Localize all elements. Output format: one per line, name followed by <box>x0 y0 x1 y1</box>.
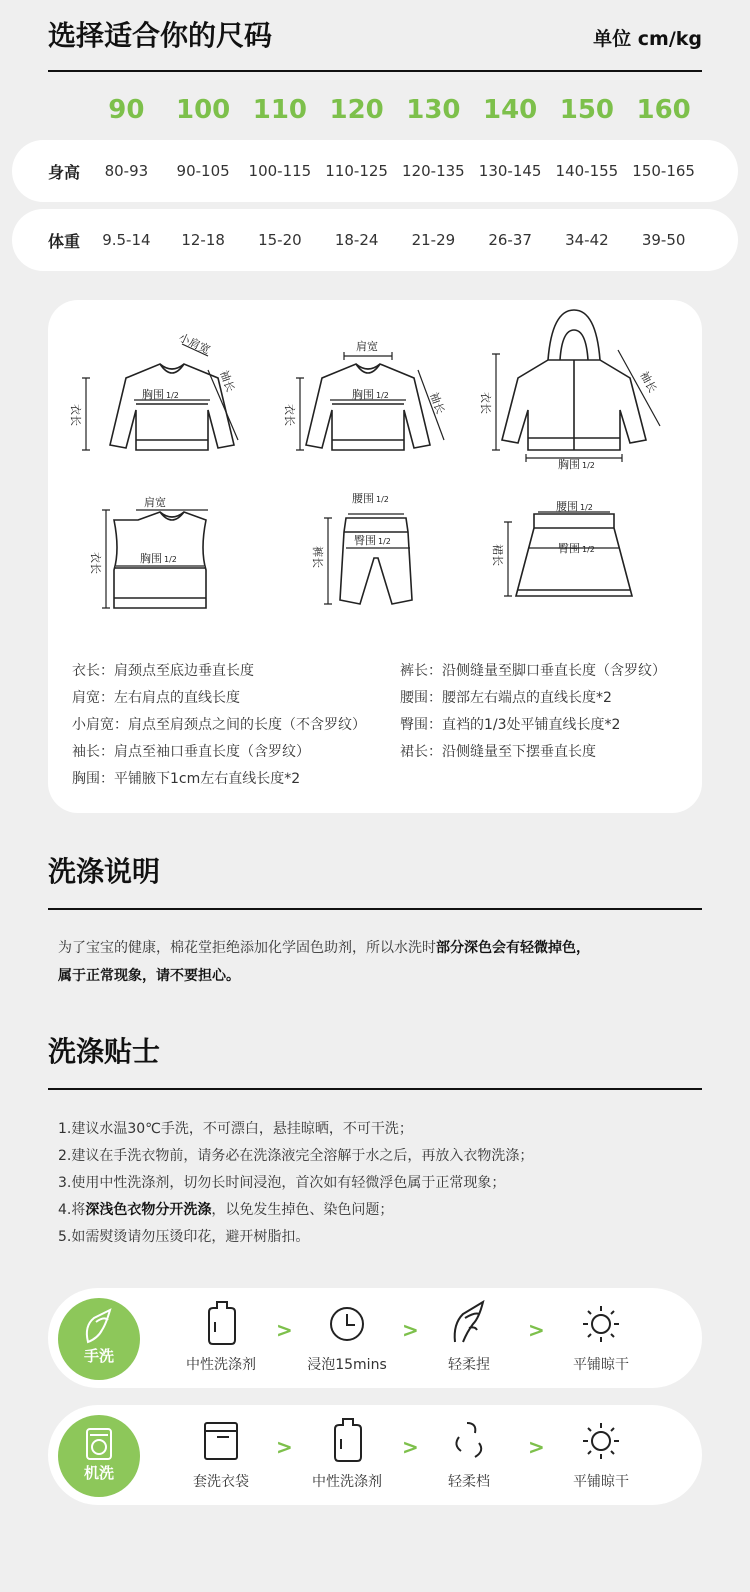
table-cell: 140-155 <box>555 162 619 180</box>
table-cell: 100-115 <box>248 162 312 180</box>
machine-wash-card <box>48 1405 702 1505</box>
table-cell: 110-125 <box>325 162 388 180</box>
tip-item: 5.如需熨烫请勿压烫印花，避开树脂扣。 <box>58 1229 310 1245</box>
size-label: 130 <box>406 95 461 125</box>
step-laundry-bag <box>166 1415 276 1490</box>
size-header-row <box>88 95 702 125</box>
table-cell: 12-18 <box>181 231 225 249</box>
step-caption: 平铺晾干 <box>573 1474 629 1490</box>
size-label: 90 <box>108 95 145 125</box>
size-label: 100 <box>175 95 231 125</box>
label-xiongwei: 胸围 <box>140 552 162 565</box>
row-label: 身高 <box>48 162 81 182</box>
step-caption: 轻柔档 <box>448 1474 490 1490</box>
label-half: 1/2 <box>164 555 177 564</box>
definition-item: 裤长：沿侧缝量至脚口垂直长度（含罗纹） <box>400 663 666 679</box>
definition-item: 肩宽：左右肩点的直线长度 <box>72 690 240 706</box>
size-label: 120 <box>329 95 384 125</box>
sun-icon <box>579 1415 623 1463</box>
table-cell: 90-105 <box>176 162 230 180</box>
table-cell: 130-145 <box>478 162 542 180</box>
definition-item: 臀围：直裆的1/3处平铺直线长度*2 <box>400 717 621 733</box>
label-half: 1/2 <box>166 391 179 400</box>
step-detergent <box>166 1298 276 1373</box>
step-caption: 中性洗涤剂 <box>312 1474 382 1490</box>
sweatshirt-diagram-1 <box>110 364 234 450</box>
header-divider <box>48 70 702 72</box>
label-tunwei: 臀围 <box>354 534 376 547</box>
label-xiongwei: 胸围 <box>558 458 580 471</box>
table-cell: 150-165 <box>632 162 695 180</box>
label-yichang: 衣长 <box>479 392 492 414</box>
laundry-bag-icon <box>201 1415 241 1463</box>
machine-wash-badge <box>58 1415 140 1497</box>
step-arrow: > <box>402 1318 419 1342</box>
label-xiuchang: 袖长 <box>427 390 447 416</box>
table-cell: 21-29 <box>411 231 456 249</box>
definition-item: 裙长：沿侧缝量至下摆垂直长度 <box>400 744 596 760</box>
unit-label: 单位 cm/kg <box>593 28 702 50</box>
hand-wash-card <box>48 1288 702 1388</box>
wash-tips-title: 洗涤贴士 <box>48 1035 161 1068</box>
label-yichang: 衣长 <box>69 404 82 426</box>
step-arrow: > <box>528 1318 545 1342</box>
table-cell: 26-37 <box>488 231 532 249</box>
label-half: 1/2 <box>580 503 593 512</box>
size-label: 140 <box>482 95 538 125</box>
detergent-icon <box>201 1298 241 1346</box>
label-xiongwei: 胸围 <box>352 388 374 401</box>
wash-notes-text-b: 部分深色会有轻微掉色， <box>436 940 590 956</box>
row-label: 体重 <box>48 231 81 251</box>
hand-wash-badge <box>58 1298 140 1380</box>
step-arrow: > <box>402 1435 419 1459</box>
tip-text: ，以免发生掉色、染色问题； <box>211 1202 394 1218</box>
measurement-panel <box>48 300 702 813</box>
height-row <box>12 140 738 202</box>
size-label: 150 <box>559 95 615 125</box>
detergent-icon <box>327 1415 367 1463</box>
size-label: 160 <box>636 95 691 125</box>
step-caption: 中性洗涤剂 <box>186 1357 256 1373</box>
table-cell: 39-50 <box>641 231 686 249</box>
tip-item <box>58 1199 393 1219</box>
step-dry-flat <box>546 1415 656 1490</box>
weight-row <box>12 209 738 271</box>
tip-text: 4.将 <box>58 1202 86 1218</box>
label-half: 1/2 <box>378 537 391 546</box>
tip-text-bold: 深浅色衣物分开洗涤 <box>85 1202 212 1218</box>
wash-notes-text-c: 属于正常现象，请不要担心。 <box>58 968 240 984</box>
label-jiankuan: 肩宽 <box>356 340 378 353</box>
table-cell: 80-93 <box>104 162 149 180</box>
hoodie-diagram <box>502 310 646 450</box>
tip-item: 3.使用中性洗涤剂，切勿长时间浸泡，首次如有轻微浮色属于正常现象； <box>58 1175 506 1191</box>
definition-item: 腰围：腰部左右端点的直线长度*2 <box>400 690 612 706</box>
step-gentle-cycle <box>414 1415 524 1490</box>
table-cell: 120-135 <box>402 162 465 180</box>
label-yichang: 衣长 <box>283 404 296 426</box>
step-arrow: > <box>276 1435 293 1459</box>
label-half: 1/2 <box>582 461 595 470</box>
definition-item: 小肩宽：肩点至肩颈点之间的长度（不含罗纹） <box>72 717 366 733</box>
definition-item: 胸围：平铺腋下1cm左右直线长度*2 <box>72 771 301 787</box>
wash-notes-divider <box>48 908 702 910</box>
page-title: 选择适合你的尺码 <box>48 19 273 52</box>
label-xiuchang: 袖长 <box>637 369 660 395</box>
measurement-diagrams <box>48 300 702 630</box>
hand-wash-label: 手洗 <box>83 1347 114 1365</box>
pants-diagram <box>340 518 412 604</box>
label-half: 1/2 <box>376 391 389 400</box>
definition-item: 衣长：肩颈点至底边垂直长度 <box>72 663 254 679</box>
label-jiankuan: 肩宽 <box>144 496 166 509</box>
machine-wash-label: 机洗 <box>83 1464 114 1482</box>
label-yaowei: 腰围 <box>556 500 578 513</box>
wash-notes-text-a: 为了宝宝的健康，棉花堂拒绝添加化学固色助剂，所以水洗时 <box>58 940 436 956</box>
tip-item: 1.建议水温30℃手洗，不可漂白，悬挂晾晒，不可干洗； <box>58 1121 413 1137</box>
label-xiuchang: 袖长 <box>217 368 237 394</box>
label-half: 1/2 <box>582 545 595 554</box>
skirt-diagram <box>516 514 632 596</box>
label-xiaojiankuan: 小肩宽 <box>176 330 213 357</box>
wash-notes-title: 洗涤说明 <box>48 855 161 888</box>
label-yichang: 衣长 <box>89 552 102 574</box>
hand-squeeze-icon <box>449 1298 489 1346</box>
clock-icon <box>327 1298 367 1346</box>
table-cell: 18-24 <box>334 231 379 249</box>
step-soak <box>292 1298 402 1373</box>
gentle-cycle-icon <box>449 1415 489 1463</box>
step-arrow: > <box>276 1318 293 1342</box>
label-kuchang: 裤长 <box>311 546 324 568</box>
step-dry-flat <box>546 1298 656 1373</box>
step-caption: 浸泡15mins <box>307 1357 387 1373</box>
size-label: 110 <box>252 95 308 125</box>
step-gentle-squeeze <box>414 1298 524 1373</box>
label-xiongwei: 胸围 <box>142 388 164 401</box>
step-caption: 套洗衣袋 <box>193 1474 249 1490</box>
step-caption: 轻柔捏 <box>448 1357 490 1373</box>
tip-item: 2.建议在手洗衣物前，请务必在洗涤液完全溶解于水之后，再放入衣物洗涤； <box>58 1148 534 1164</box>
label-tunwei: 臀围 <box>558 542 580 555</box>
definition-item: 袖长：肩点至袖口垂直长度（含罗纹） <box>72 744 310 760</box>
step-detergent <box>292 1415 402 1490</box>
sun-icon <box>579 1298 623 1346</box>
wash-notes-text <box>58 934 590 990</box>
label-yaowei: 腰围 <box>352 492 374 505</box>
table-cell: 34-42 <box>565 231 609 249</box>
sweatshirt-diagram-2 <box>306 364 430 450</box>
label-qunchang: 裙长 <box>491 544 504 566</box>
step-arrow: > <box>528 1435 545 1459</box>
wash-tips-divider <box>48 1088 702 1090</box>
table-cell: 15-20 <box>258 231 302 249</box>
step-caption: 平铺晾干 <box>573 1357 629 1373</box>
table-cell: 9.5-14 <box>102 231 151 249</box>
label-half: 1/2 <box>376 495 389 504</box>
